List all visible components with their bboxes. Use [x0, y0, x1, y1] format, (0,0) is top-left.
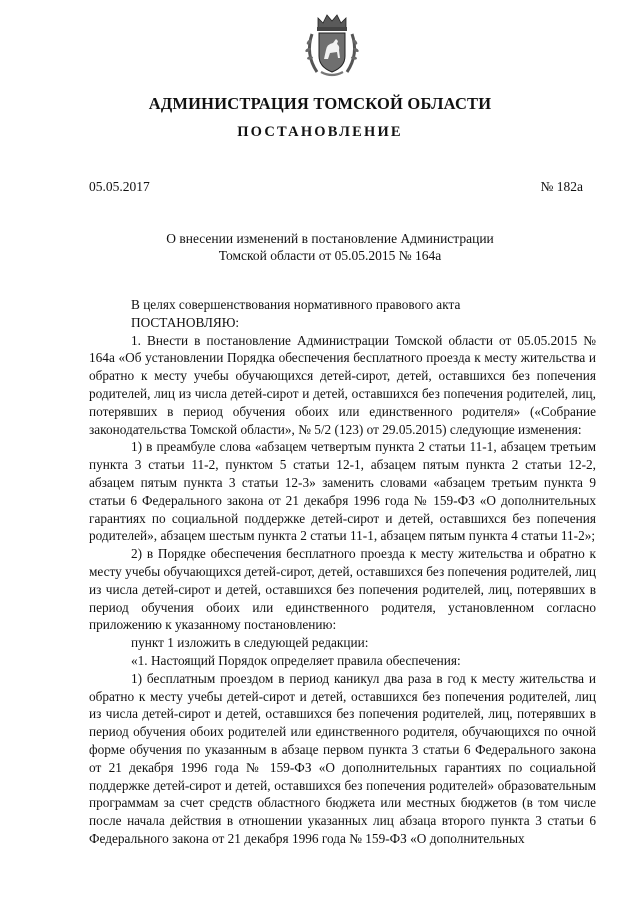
tomsk-coat-of-arms-icon: [303, 12, 361, 80]
document-number: № 182а: [540, 179, 583, 194]
document-subject: [130, 230, 530, 264]
subject-line: Томской области от 05.05.2015 № 164а: [218, 248, 442, 263]
body-paragraph: 2) в Порядке обеспечения бесплатного проезда к месту жительства и обратно к месту учебы обучающихся детей-сирот, детей, оставшихся без попечения родителей, лиц из числа детей-сирот и детей, оставшихся без попечения родителей, лиц, потерявших в период обучения обоих или единственного родителя, установленном согласно приложению к указанному постановлению:: [89, 546, 596, 633]
body-paragraph: В целях совершенствования нормативного правового акта: [131, 297, 461, 312]
subject-line: О внесении изменений в постановление Администрации: [166, 231, 494, 246]
body-paragraph: пункт 1 изложить в следующей редакции:: [131, 635, 369, 651]
body-paragraph: ПОСТАНОВЛЯЮ:: [131, 314, 240, 330]
body-paragraph: 1. Внести в постановление Администрации Томской области от 05.05.2015 № 164а «Об установлении Порядка обеспечения бесплатного проезда к месту жительства и обратно к месту учебы обучающихся детей-сирот, детей, оставшихся без попечения родителей, лиц из числа детей-сирот и детей, оставшихся без попечения родителей, лиц, потерявших в период обучения обоих или единственного родителя» («Собрание законодательства Томской области», № 5/2 (123) от 29.05.2015) следующие изменения:: [89, 332, 596, 437]
document-date: 05.05.2017: [89, 179, 150, 194]
body-paragraph: «1. Настоящий Порядок определяет правила обеспечения:: [131, 652, 461, 668]
body-paragraph: 1) бесплатным проездом в период каникул два раза в год к месту жительства и обратно к месту учебы детей-сирот и детей, оставшихся без попечения родителей, лиц из числа детей-сирот и детей, оставшихся без попечения родителей, лиц, потерявших в период обучения обоих родителей или единственного родителя, обучающихся по очной форме обучения по указанным в абзаце первом пункта 3 статьи 6 Федерального закона от 21 декабря 1996 года № 159-ФЗ «О дополнительных гарантиях по социальной поддержке детей-сирот и детей, оставшихся без попечения родителей» образовательным программам за счет средств областного бюджета или местных бюджетов (в том числе после начала действия в отношении указанных лиц абзаца второго пункта 3 статьи 6 Федерального закона от 21 декабря 1996 года № 159-ФЗ «О дополнительных: [89, 670, 596, 846]
organization-title: АДМИНИСТРАЦИЯ ТОМСКОЙ ОБЛАСТИ: [148, 94, 492, 113]
document-type-title: ПОСТАНОВЛЕНИЕ: [237, 124, 403, 140]
document-body: [89, 296, 596, 848]
body-paragraph: 1) в преамбуле слова «абзацем четвертым пункта 2 статьи 11-1, абзацем третьим пункта 3 статьи 11-2, пунктом 5 статьи 12-1, абзацем пятым пункта 2 статьи 12-2, абзацем пятым пункта 3 статьи 12-3» заменить словами «абзацем третьим пункта 9 статьи 6 Федерального закона от 21 декабря 1996 года № 159-ФЗ «О дополнительных гарантиях по социальной поддержке детей-сирот и детей, оставшихся без попечения родителей», абзацем шестым пункта 2 статьи 11-1, абзацем пятым пункта 4 статьи 11-2»;: [89, 439, 596, 544]
